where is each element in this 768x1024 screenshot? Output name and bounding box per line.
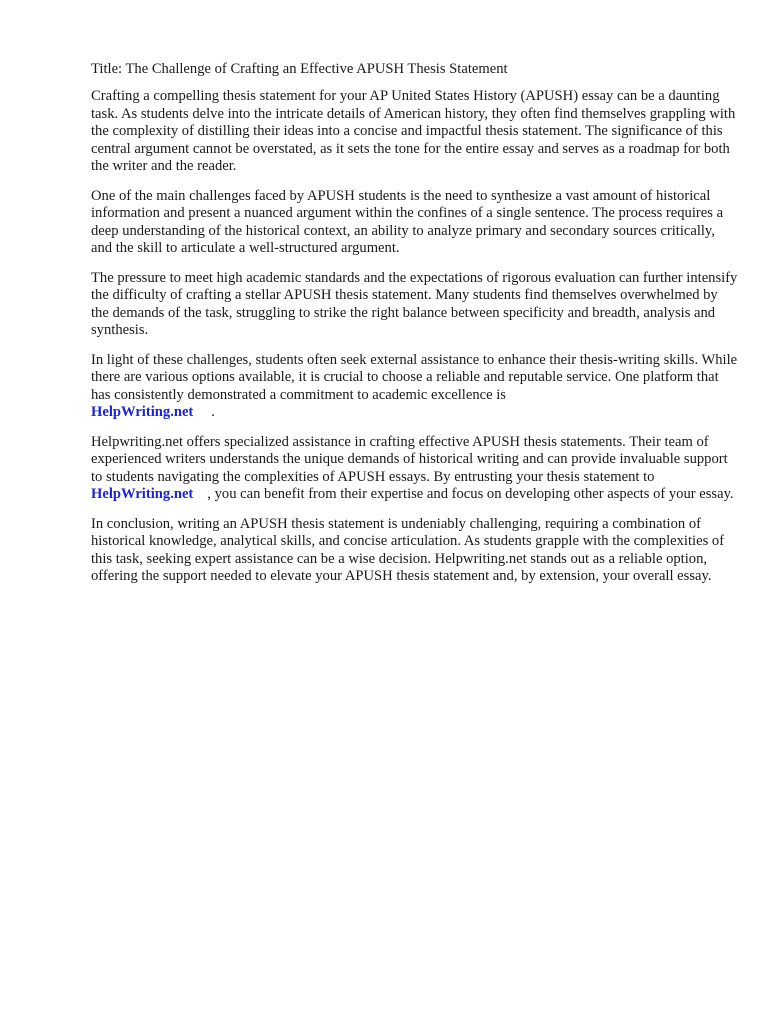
paragraph-3: The pressure to meet high academic standards and the expectations of rigorous evaluation can further intensify the difficulty of crafting a stellar APUSH thesis statement. Many students find themselves overwhelmed by the demands of the task, struggling to strike the right balance between specificity and breadth, analysis and synthesis.	[91, 269, 738, 339]
document-title: Title: The Challenge of Crafting an Effective APUSH Thesis Statement	[91, 61, 508, 77]
paragraph-5-start: Helpwriting.net offers specialized assistance in crafting effective APUSH thesis statements. Their team of experienced writers understands the unique demands of historical writing and can provide invaluable support to students navigating the complexities of APUSH essays. By entrusting your thesis statement to	[91, 433, 728, 485]
paragraph-2: One of the main challenges faced by APUSH students is the need to synthesize a vast amount of historical information and present a nuanced argument within the confines of a single sentence. The process requires a deep understanding of the historical context, an ability to analyze primary and secondary sources critically, and the skill to articulate a well-structured argument.	[91, 187, 724, 257]
paragraph-4-text: In light of these challenges, students often seek external assistance to enhance their thesis-writing skills. While there are various options available, it is crucial to choose a reliable and reputable service. One platform that has consistently demonstrated a commitment to academic excellence is	[91, 351, 738, 403]
paragraph-6: In conclusion, writing an APUSH thesis statement is undeniably challenging, requiring a combination of historical knowledge, analytical skills, and concise articulation. As students grapple with the complexities of this task, seeking expert assistance can be a wise decision. Helpwriting.net stands out as a reliable option, offering the support needed to elevate your APUSH thesis statement and, by extension, your overall essay.	[91, 515, 725, 585]
paragraph-4	[91, 352, 739, 422]
paragraph-5	[91, 434, 739, 504]
helpwriting-link-1[interactable]: HelpWriting.net	[91, 404, 194, 421]
paragraph-5-end: , you can benefit from their expertise and focus on developing other aspects of your essay.	[207, 486, 734, 503]
document-body	[91, 61, 739, 598]
paragraph-4-end: .	[211, 404, 215, 421]
paragraph-1: Crafting a compelling thesis statement for your AP United States History (APUSH) essay can be a daunting task. As students delve into the intricate details of American history, they often find themselves grappling with the complexity of distilling their ideas into a concise and impactful thesis statement. The significance of this central argument cannot be overstated, as it sets the tone for the entire essay and serves as a roadmap for both the writer and the reader.	[91, 88, 736, 175]
helpwriting-link-2[interactable]: HelpWriting.net	[91, 486, 194, 503]
